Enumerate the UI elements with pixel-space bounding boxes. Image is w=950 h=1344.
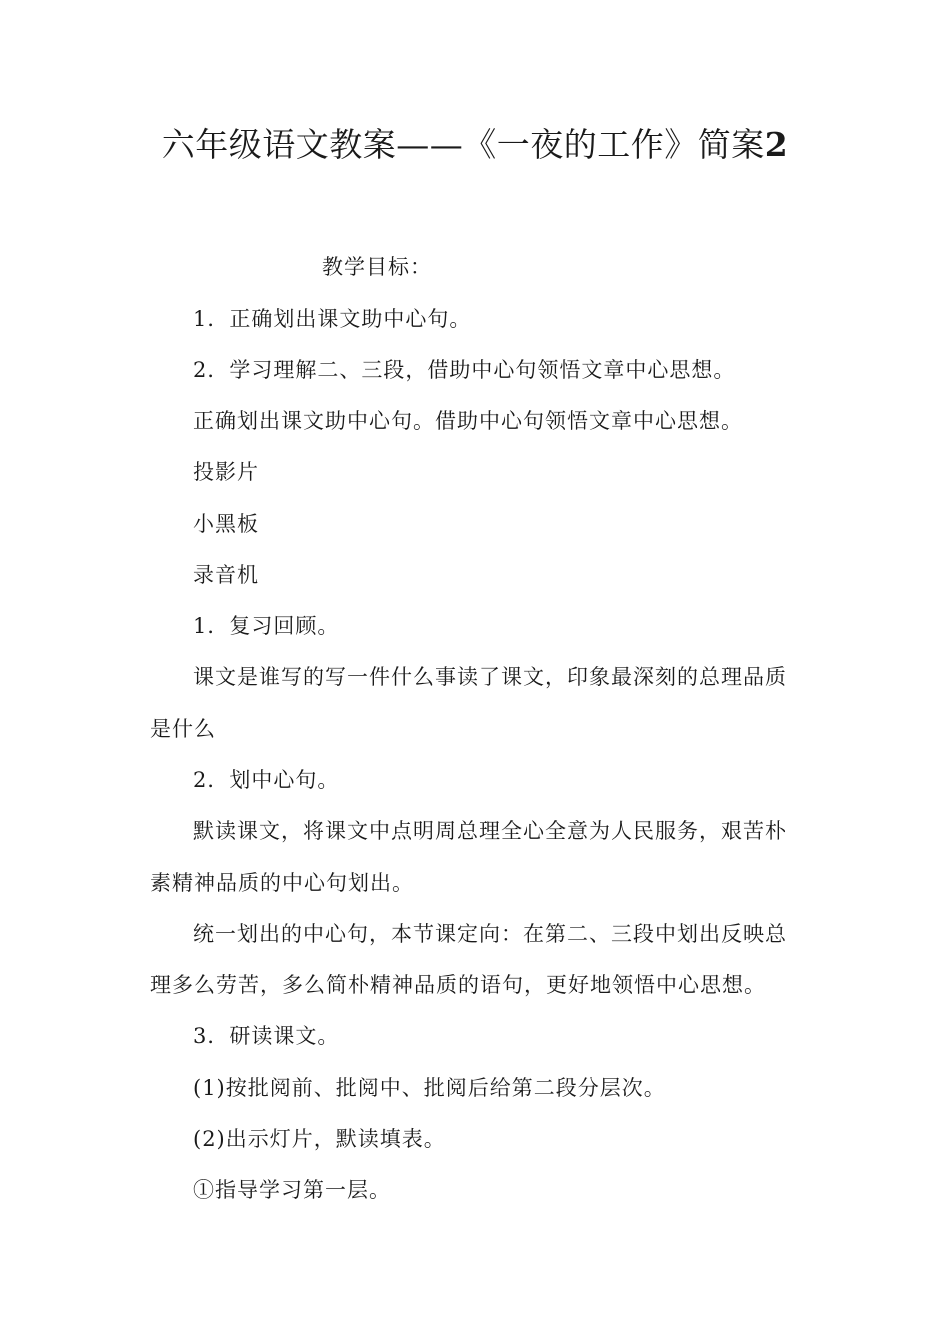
paragraph-line: (2)出示灯片，默读填表。 [193, 1127, 446, 1151]
paragraph-line: 素精神品质的中心句划出。 [150, 871, 414, 895]
paragraph-line: 默读课文，将课文中点明周总理全心全意为人民服务，艰苦朴 [193, 819, 787, 843]
paragraph-line: 1．复习回顾。 [193, 614, 340, 638]
paragraph-line: 2．划中心句。 [193, 768, 340, 792]
paragraph-line: 2．学习理解二、三段，借助中心句领悟文章中心思想。 [193, 358, 736, 382]
paragraph-line: 3．研读课文。 [193, 1024, 340, 1048]
paragraph-line: 课文是谁写的写一件什么事读了课文，印象最深刻的总理品质 [193, 665, 787, 689]
document-title [0, 118, 950, 172]
paragraph-line: 正确划出课文助中心句。借助中心句领悟文章中心思想。 [193, 409, 743, 433]
paragraph-line: 录音机 [193, 563, 259, 587]
paragraph-line: 理多么劳苦，多么简朴精神品质的语句，更好地领悟中心思想。 [150, 973, 766, 997]
paragraph-line: 是什么 [150, 717, 216, 741]
paragraph-line: 小黑板 [193, 512, 259, 536]
paragraph-line: 教学目标： [322, 255, 432, 279]
paragraph-line: ①指导学习第一层。 [193, 1178, 391, 1202]
paragraph-line: 1．正确划出课文助中心句。 [193, 307, 472, 331]
paragraph-line: 投影片 [193, 460, 259, 484]
paragraph-line: 统一划出的中心句，本节课定向：在第二、三段中划出反映总 [193, 922, 787, 946]
title-number: 2 [764, 125, 789, 164]
paragraph-line: (1)按批阅前、批阅中、批阅后给第二段分层次。 [193, 1076, 666, 1100]
title-text: 六年级语文教案——《一夜的工作》简案 [161, 125, 765, 164]
